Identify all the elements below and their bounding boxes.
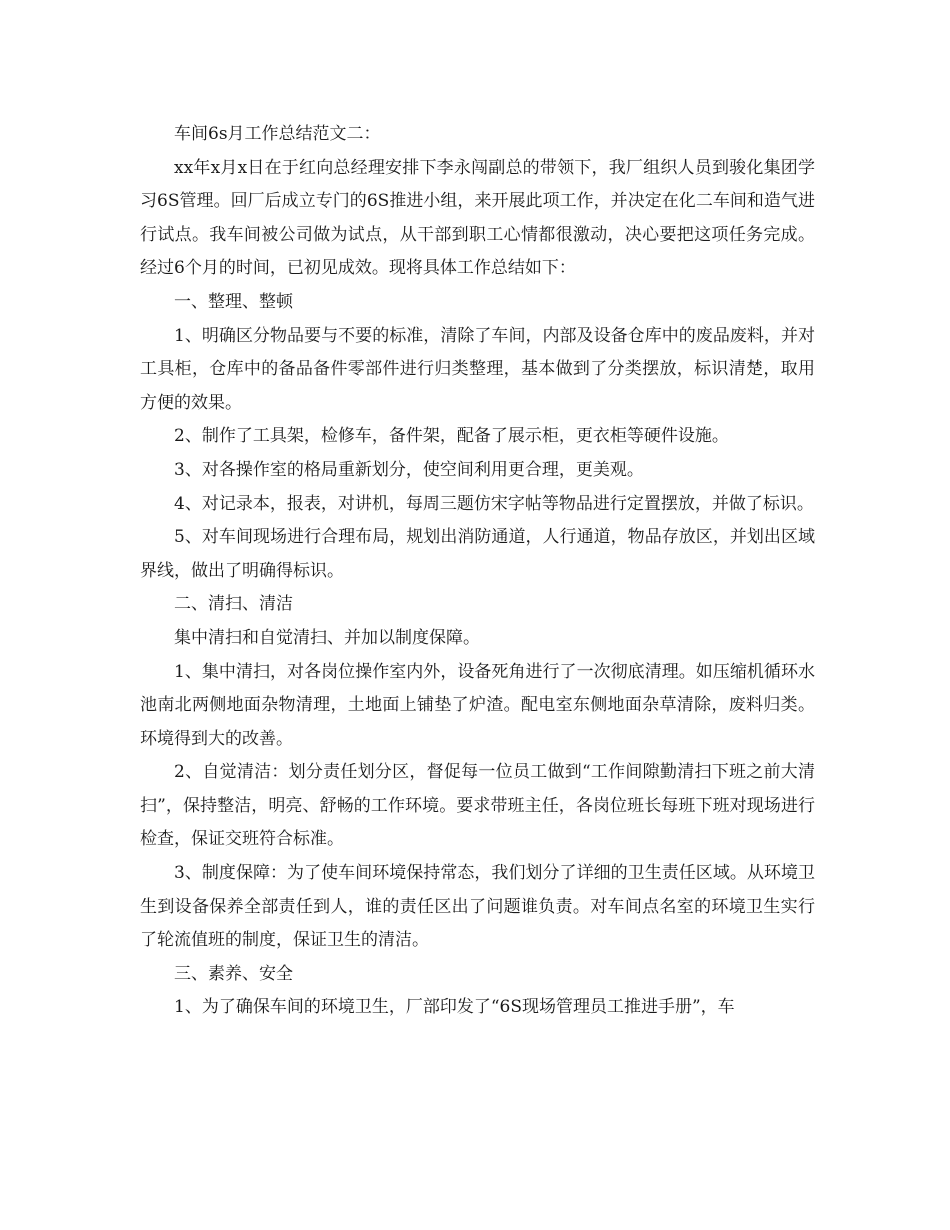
document-body [140,118,815,1025]
paragraph-2-3: 3、制度保障：为了使车间环境保持常态，我们划分了详细的卫生责任区域。从环境卫生到设备保养全部责任到人，谁的责任区出了问题谁负责。对车间点名室的环境卫生实行了轮流值班的制度，保证卫生的清洁。 [140,863,815,951]
paragraph-2-1: 1、集中清扫，对各岗位操作室内外，设备死角进行了一次彻底清理。如压缩机循环水池南北两侧地面杂物清理，土地面上铺垫了炉渣。配电室东侧地面杂草清除，废料归类。环境得到大的改善。 [140,661,815,749]
paragraph-intro: xx年x月x日在于红向总经理安排下李永闯副总的带领下，我厂组织人员到骏化集团学习6S管理。回厂后成立专门的6S推进小组，来开展此项工作，并决定在化二车间和造气进行试点。我车间被公司做为试点，从干部到职工心情都很激动，决心要把这项任务完成。经过6个月的时间，已初见成效。现将具体工作总结如下： [140,157,815,279]
paragraph-1-1: 1、明确区分物品要与不要的标准，清除了车间，内部及设备仓库中的废品废料，并对工具柜，仓库中的备品备件零部件进行归类整理，基本做到了分类摆放，标识清楚，取用方便的效果。 [140,325,815,413]
section-heading-1: 一、整理、整顿 [174,291,293,312]
section-heading-2: 二、清扫、清洁 [174,594,293,615]
paragraph-2-intro: 集中清扫和自觉清扫、并加以制度保障。 [174,627,480,648]
paragraph-1-4: 4、对记录本，报表，对讲机，每周三题仿宋字帖等物品进行定置摆放，并做了标识。 [174,493,814,514]
paragraph-1-3: 3、对各操作室的格局重新划分，使空间利用更合理，更美观。 [174,459,644,480]
paragraph-2-2: 2、自觉清洁：划分责任划分区，督促每一位员工做到“工作间隙勤清扫下班之前大清扫”，保持整洁，明亮、舒畅的工作环境。要求带班主任，各岗位班长每班下班对现场进行检查，保证交班符合标准。 [140,762,815,850]
paragraph-1-5: 5、对车间现场进行合理布局，规划出消防通道，人行通道，物品存放区，并划出区域界线，做出了明确得标识。 [140,527,815,581]
paragraph-3-1: 1、为了确保车间的环境卫生，厂部印发了“6S现场管理员工推进手册”，车 [174,997,735,1018]
section-heading-3: 三、素养、安全 [174,963,293,984]
document-title: 车间6s月工作总结范文二： [174,124,381,144]
paragraph-1-2: 2、制作了工具架，检修车，备件架，配备了展示柜，更衣柜等硬件设施。 [174,426,729,447]
